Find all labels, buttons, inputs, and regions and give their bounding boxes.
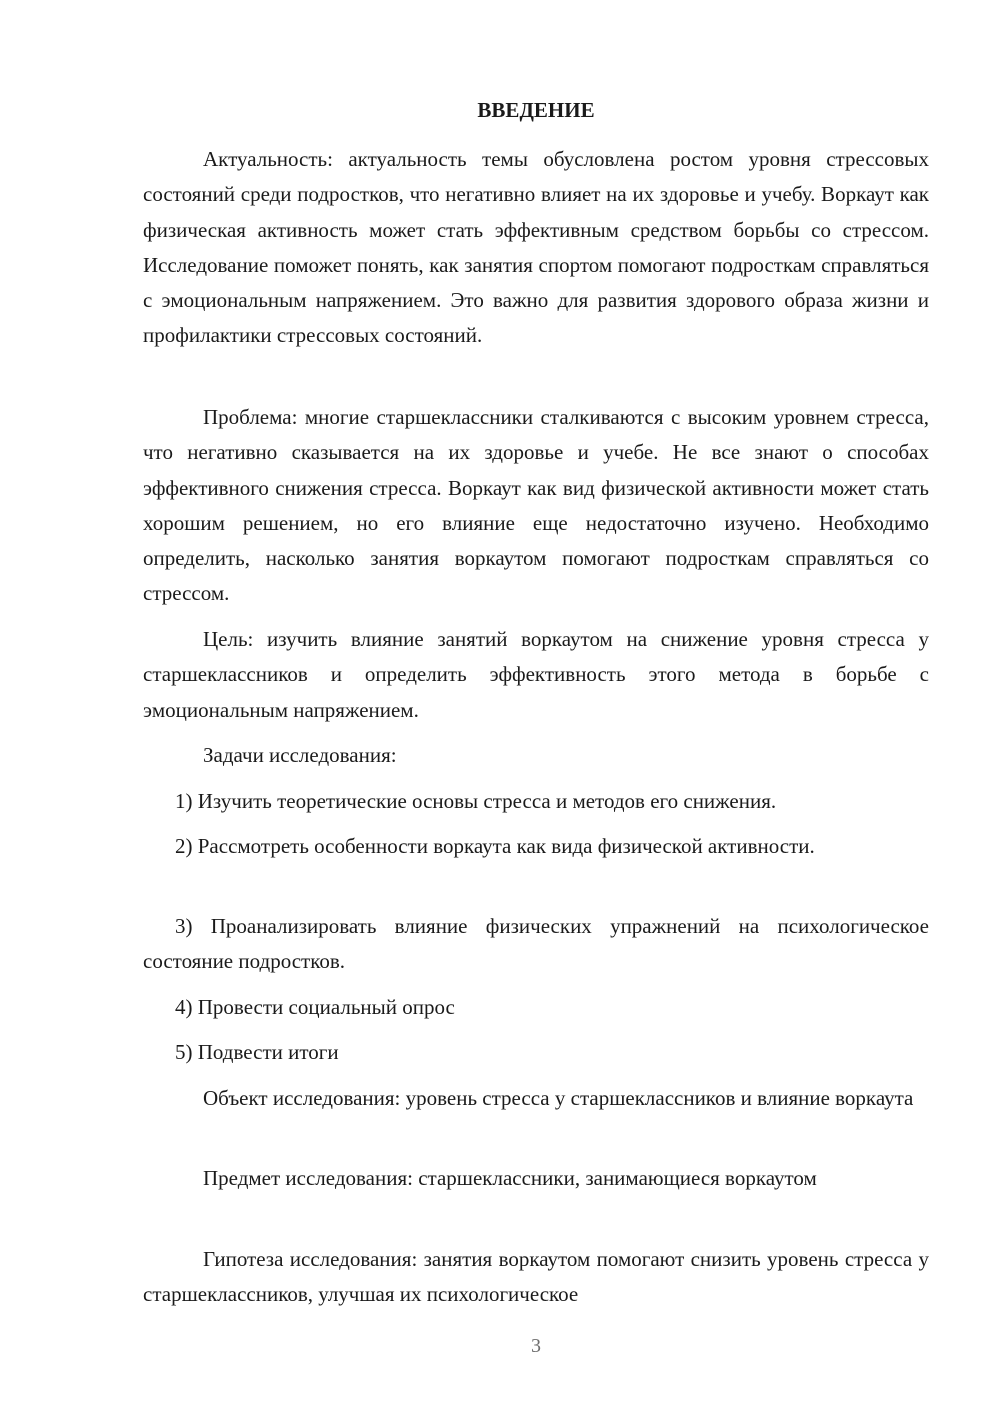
paragraph-hypothesis: Гипотеза исследования: занятия воркаутом помогают снизить уровень стресса у старшеклассников, улучшая их психологическое (143, 1247, 929, 1307)
task-item-2: 2) Рассмотреть особенности воркаута как вида физической активности. (175, 834, 815, 858)
task-item-5: 5) Подвести итоги (175, 1040, 339, 1064)
paragraph-object: Объект исследования: уровень стресса у старшеклассников и влияние воркаута (203, 1086, 914, 1110)
page-number: 3 (531, 1335, 541, 1357)
paragraph-problem: Проблема: многие старшеклассники сталкиваются с высоким уровнем стресса, что негативно сказывается на их здоровье и учебе. Не все знают о способах эффективного снижения стресса. Воркаут как вид физической активности может стать хорошим решением, но его влияние еще недостаточно изучено. Необходимо определить, насколько занятия воркаутом помогают подросткам справляться со стрессом. (143, 405, 929, 606)
paragraph-subject: Предмет исследования: старшеклассники, занимающиеся воркаутом (203, 1166, 817, 1190)
paragraph-goal: Цель: изучить влияние занятий воркаутом на снижение уровня стресса у старшеклассников и определить эффективность этого метода в борьбе с эмоциональным напряжением. (143, 627, 929, 722)
tasks-heading: Задачи исследования: (203, 743, 397, 767)
document-page (143, 0, 929, 1414)
task-item-3: 3) Проанализировать влияние физических упражнений на психологическое состояние подростков. (143, 914, 929, 974)
task-item-4: 4) Провести социальный опрос (175, 995, 455, 1019)
section-title: ВВЕДЕНИЕ (477, 98, 595, 122)
task-item-1: 1) Изучить теоретические основы стресса и методов его снижения. (175, 789, 777, 813)
paragraph-relevance: Актуальность: актуальность темы обусловлена ростом уровня стрессовых состояний среди подростков, что негативно влияет на их здоровье и учебу. Воркаут как физическая активность может стать эффективным средством борьбы со стрессом. Исследование поможет понять, как занятия спортом помогают подросткам справляться с эмоциональным напряжением. Это важно для развития здорового образа жизни и профилактики стрессовых состояний. (143, 147, 929, 348)
